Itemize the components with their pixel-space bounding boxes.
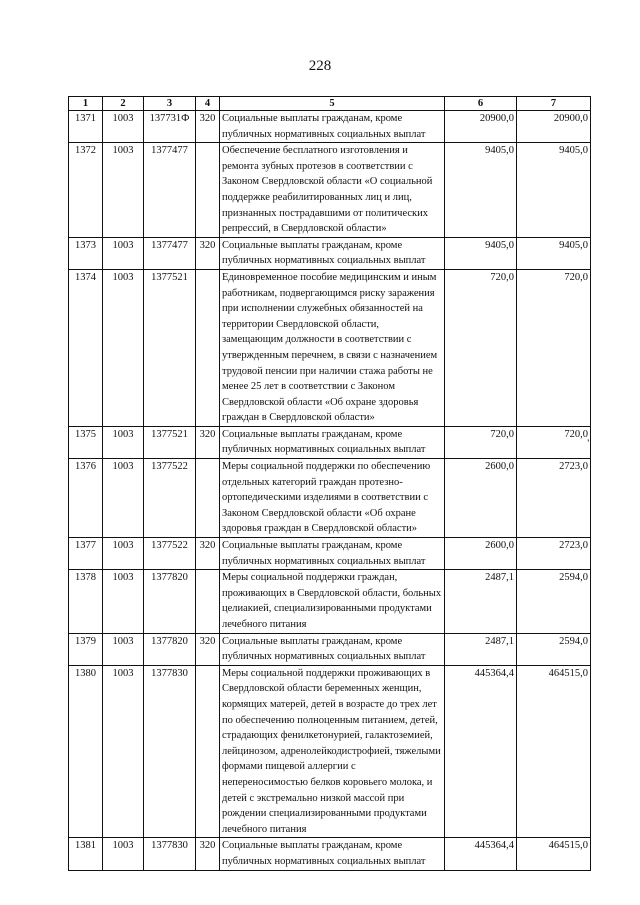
description-cell: Меры социальной поддержки по обеспечению отдельных категорий граждан протезно-ортопедическими изделиями в соответствии с Законом Свердловской области «Об охране здоровья граждан в Свердловской области»	[220, 459, 445, 538]
expense-type-cell: 320	[196, 538, 220, 570]
header-col-5: 5	[220, 97, 445, 111]
target-code-cell: 1377521	[144, 269, 196, 426]
header-col-6: 6	[445, 97, 517, 111]
amount-year2-cell: 720,0	[517, 269, 591, 426]
section-code-cell: 1003	[103, 143, 144, 238]
section-code-cell: 1003	[103, 426, 144, 458]
description-cell: Социальные выплаты гражданам, кроме публичных нормативных социальных выплат	[220, 237, 445, 269]
amount-year2-cell: 2723,0	[517, 538, 591, 570]
row-number-cell: 1371	[69, 111, 103, 143]
table-row	[69, 459, 591, 538]
description-cell: Обеспечение бесплатного изготовления и ремонта зубных протезов в соответствии с Законом Свердловской области «О социальной поддержке реабилитированных лиц и лиц, признанных пострадавшими от политических репрессий, в Свердловской области»	[220, 143, 445, 238]
target-code-cell: 1377477	[144, 143, 196, 238]
description-cell: Единовременное пособие медицинским и иным работникам, подвергающимся риску заражения при исполнении служебных обязанностей на территории Свердловской области, замещающим должности в соответствии с утвержденным перечнем, в связи с назначением трудовой пенсии при наличии стажа работы не менее 25 лет в соответствии с Законом Свердловской области «Об охране здоровья граждан в Свердловской области»	[220, 269, 445, 426]
target-code-cell: 1377820	[144, 633, 196, 665]
section-code-cell: 1003	[103, 269, 144, 426]
expense-type-cell	[196, 269, 220, 426]
amount-year1-cell: 9405,0	[445, 237, 517, 269]
row-number-cell: 1372	[69, 143, 103, 238]
amount-year1-cell: 445364,4	[445, 838, 517, 870]
row-number-cell: 1377	[69, 538, 103, 570]
expense-type-cell: 320	[196, 838, 220, 870]
budget-table	[68, 96, 591, 871]
section-code-cell: 1003	[103, 838, 144, 870]
row-number-cell: 1376	[69, 459, 103, 538]
header-col-4: 4	[196, 97, 220, 111]
amount-year2-cell: 2723,0	[517, 459, 591, 538]
table-row	[69, 269, 591, 426]
table-row	[69, 426, 591, 458]
row-number-cell: 1375	[69, 426, 103, 458]
table-row	[69, 665, 591, 838]
table-row	[69, 143, 591, 238]
amount-year2-cell: 720,0	[517, 426, 591, 458]
amount-year1-cell: 720,0	[445, 426, 517, 458]
table-header-row	[69, 97, 591, 111]
expense-type-cell: 320	[196, 633, 220, 665]
section-code-cell: 1003	[103, 111, 144, 143]
target-code-cell: 1377522	[144, 538, 196, 570]
amount-year2-cell: 20900,0	[517, 111, 591, 143]
row-number-cell: 1381	[69, 838, 103, 870]
section-code-cell: 1003	[103, 665, 144, 838]
section-code-cell: 1003	[103, 633, 144, 665]
description-cell: Социальные выплаты гражданам, кроме публичных нормативных социальных выплат	[220, 838, 445, 870]
row-number-cell: 1373	[69, 237, 103, 269]
target-code-cell: 1377521	[144, 426, 196, 458]
expense-type-cell	[196, 143, 220, 238]
header-col-7: 7	[517, 97, 591, 111]
expense-type-cell: 320	[196, 426, 220, 458]
description-cell: Социальные выплаты гражданам, кроме публичных нормативных социальных выплат	[220, 111, 445, 143]
amount-year1-cell: 720,0	[445, 269, 517, 426]
amount-year2-cell: 464515,0	[517, 665, 591, 838]
target-code-cell: 1377522	[144, 459, 196, 538]
expense-type-cell	[196, 665, 220, 838]
description-cell: Меры социальной поддержки граждан, проживающих в Свердловской области, больных целиакией, специализированными продуктами лечебного питания	[220, 570, 445, 633]
row-number-cell: 1380	[69, 665, 103, 838]
amount-year2-cell: 2594,0	[517, 633, 591, 665]
header-col-1: 1	[69, 97, 103, 111]
margin-mark: '	[587, 438, 590, 448]
amount-year1-cell: 9405,0	[445, 143, 517, 238]
table-row	[69, 570, 591, 633]
expense-type-cell: 320	[196, 111, 220, 143]
target-code-cell: 1377820	[144, 570, 196, 633]
table-row	[69, 538, 591, 570]
amount-year1-cell: 445364,4	[445, 665, 517, 838]
table-row	[69, 838, 591, 870]
header-col-2: 2	[103, 97, 144, 111]
section-code-cell: 1003	[103, 237, 144, 269]
amount-year1-cell: 20900,0	[445, 111, 517, 143]
description-cell: Социальные выплаты гражданам, кроме публичных нормативных социальных выплат	[220, 633, 445, 665]
amount-year2-cell: 9405,0	[517, 237, 591, 269]
target-code-cell: 137731Ф	[144, 111, 196, 143]
amount-year1-cell: 2600,0	[445, 538, 517, 570]
row-number-cell: 1379	[69, 633, 103, 665]
amount-year1-cell: 2487,1	[445, 570, 517, 633]
row-number-cell: 1378	[69, 570, 103, 633]
target-code-cell: 1377477	[144, 237, 196, 269]
amount-year1-cell: 2487,1	[445, 633, 517, 665]
expense-type-cell	[196, 459, 220, 538]
row-number-cell: 1374	[69, 269, 103, 426]
target-code-cell: 1377830	[144, 838, 196, 870]
expense-type-cell: 320	[196, 237, 220, 269]
description-cell: Социальные выплаты гражданам, кроме публичных нормативных социальных выплат	[220, 538, 445, 570]
expense-type-cell	[196, 570, 220, 633]
section-code-cell: 1003	[103, 538, 144, 570]
amount-year2-cell: 464515,0	[517, 838, 591, 870]
section-code-cell: 1003	[103, 459, 144, 538]
section-code-cell: 1003	[103, 570, 144, 633]
table-row	[69, 111, 591, 143]
amount-year2-cell: 2594,0	[517, 570, 591, 633]
description-cell: Социальные выплаты гражданам, кроме публичных нормативных социальных выплат	[220, 426, 445, 458]
header-col-3: 3	[144, 97, 196, 111]
table-row	[69, 237, 591, 269]
target-code-cell: 1377830	[144, 665, 196, 838]
page-number: 228	[308, 58, 332, 74]
amount-year2-cell: 9405,0	[517, 143, 591, 238]
amount-year1-cell: 2600,0	[445, 459, 517, 538]
table-row	[69, 633, 591, 665]
description-cell: Меры социальной поддержки проживающих в Свердловской области беременных женщин, кормящих матерей, детей в возрасте до трех лет по обеспечению полноценным питанием, детей, страдающих фенилкетонурией, галактоземией, лейцинозом, адренолейкодистрофией, тяжелыми формами пищевой аллергии с непереносимостью белков коровьего молока, и детей с экстремально низкой массой при рождении специализированными продуктами лечебного питания	[220, 665, 445, 838]
